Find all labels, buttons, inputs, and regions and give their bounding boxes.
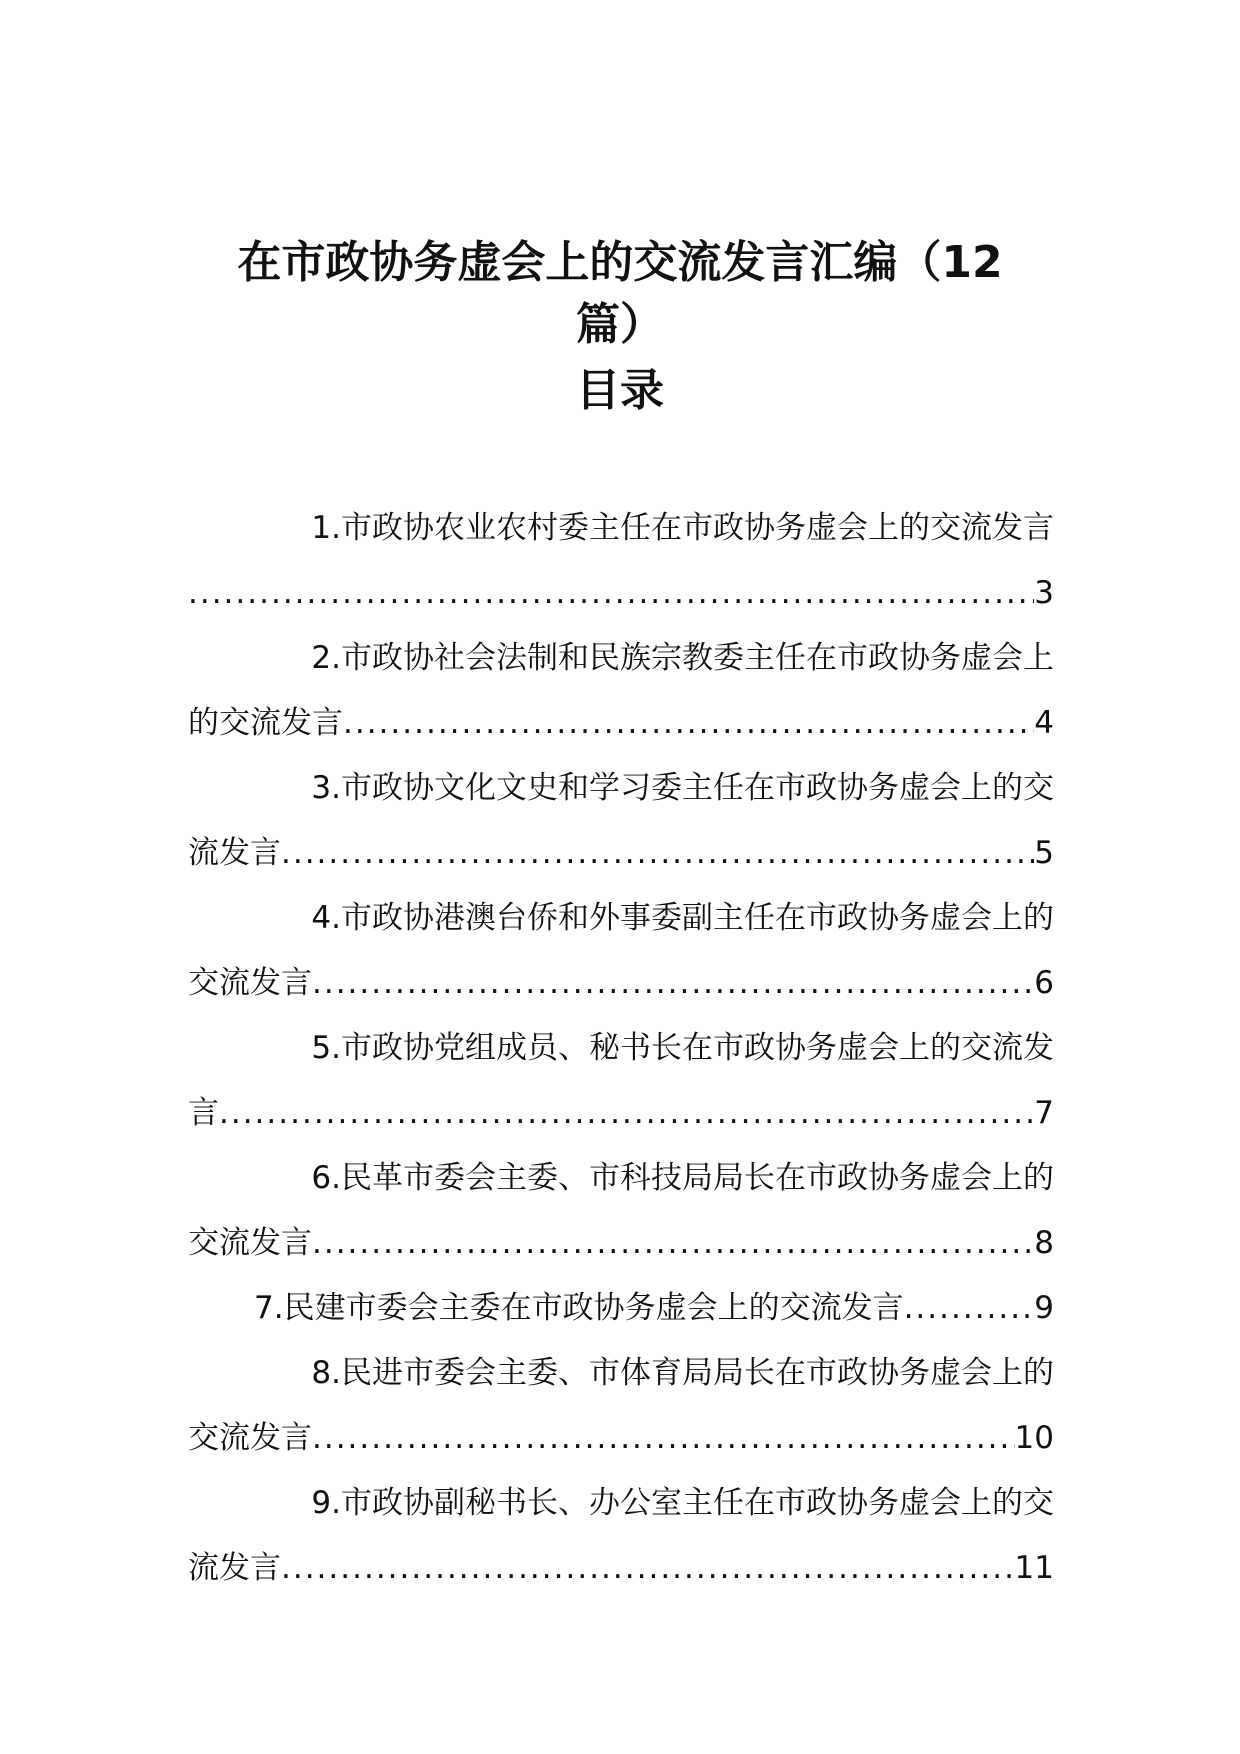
toc-entry-9-title: 9.市政协副秘书长、办公室主任在市政协务虚会上的交	[311, 1485, 1054, 1521]
toc-entry-8-dot-leader	[312, 1406, 1015, 1471]
table-of-contents	[188, 496, 1054, 1601]
toc-entry-5-leader-line	[188, 1081, 1054, 1146]
toc-entry-9[interactable]	[188, 1471, 1054, 1601]
toc-entry-5-title: 5.市政协党组成员、秘书长在市政协务虚会上的交流发	[311, 1030, 1054, 1066]
toc-entry-9-leader-line	[188, 1536, 1054, 1601]
toc-entry-8-title: 8.民进市委会主委、市体育局局长在市政协务虚会上的	[311, 1355, 1054, 1391]
toc-heading: 目录	[576, 365, 664, 416]
title-block	[190, 232, 1050, 422]
toc-entry-6-dot-leader	[312, 1211, 1034, 1276]
toc-entry-7-page-number: 9	[1034, 1290, 1054, 1326]
toc-entry-4-dot-leader	[312, 951, 1034, 1016]
toc-entry-8[interactable]	[188, 1341, 1054, 1471]
toc-entry-3-title-tail: 流发言	[188, 835, 281, 871]
toc-entry-7-dot-leader	[904, 1276, 1035, 1341]
toc-entry-5-title-tail: 言	[188, 1095, 219, 1131]
toc-entry-3-dot-leader	[281, 821, 1034, 886]
toc-entry-4-title-tail: 交流发言	[188, 965, 312, 1001]
toc-entry-1[interactable]	[188, 496, 1054, 626]
toc-entry-1-leader-line	[188, 561, 1054, 626]
toc-entry-2-title: 2.市政协社会法制和民族宗教委主任在市政协务虚会上	[311, 640, 1054, 676]
toc-entry-4[interactable]	[188, 886, 1054, 1016]
toc-entry-2-page-number: 4	[1034, 705, 1054, 741]
toc-entry-5[interactable]	[188, 1016, 1054, 1146]
toc-entry-3[interactable]	[188, 756, 1054, 886]
toc-entry-4-title: 4.市政协港澳台侨和外事委副主任在市政协务虚会上的	[311, 900, 1054, 936]
toc-entry-4-page-number: 6	[1034, 965, 1054, 1001]
toc-entry-6-title: 6.民革市委会主委、市科技局局长在市政协务虚会上的	[311, 1160, 1054, 1196]
toc-entry-6-leader-line	[188, 1211, 1054, 1276]
toc-entry-9-dot-leader	[281, 1536, 1015, 1601]
toc-entry-5-dot-leader	[219, 1081, 1034, 1146]
document-title-line2: 篇）	[576, 299, 664, 350]
toc-entry-1-page-number: 3	[1034, 575, 1054, 611]
toc-entry-4-leader-line	[188, 951, 1054, 1016]
toc-entry-7[interactable]	[188, 1276, 1054, 1341]
toc-entry-1-dot-leader	[188, 561, 1034, 626]
toc-entry-8-leader-line	[188, 1406, 1054, 1471]
toc-entry-7-title: 7.民建市委会主委在市政协务虚会上的交流发言	[254, 1290, 904, 1326]
toc-entry-3-page-number: 5	[1034, 835, 1054, 871]
toc-entry-2[interactable]	[188, 626, 1054, 756]
toc-entry-1-title: 1.市政协农业农村委主任在市政协务虚会上的交流发言	[311, 510, 1054, 546]
toc-entry-5-page-number: 7	[1034, 1095, 1054, 1131]
toc-entry-7-leader-line	[188, 1276, 1054, 1341]
document-title	[190, 232, 1050, 356]
toc-entry-9-title-tail: 流发言	[188, 1550, 281, 1586]
toc-entry-6-page-number: 8	[1034, 1225, 1054, 1261]
toc-entry-3-title: 3.市政协文化文史和学习委主任在市政协务虚会上的交	[311, 770, 1054, 806]
toc-entry-3-leader-line	[188, 821, 1054, 886]
toc-entry-2-dot-leader	[343, 691, 1034, 756]
toc-entry-2-leader-line	[188, 691, 1054, 756]
toc-entry-2-title-tail: 的交流发言	[188, 705, 343, 741]
document-title-line1: 在市政协务虚会上的交流发言汇编（12	[237, 237, 1003, 288]
toc-entry-9-page-number: 11	[1014, 1550, 1054, 1586]
toc-entry-6[interactable]	[188, 1146, 1054, 1276]
toc-entry-8-title-tail: 交流发言	[188, 1420, 312, 1456]
toc-entry-6-title-tail: 交流发言	[188, 1225, 312, 1261]
toc-entry-8-page-number: 10	[1014, 1420, 1054, 1456]
